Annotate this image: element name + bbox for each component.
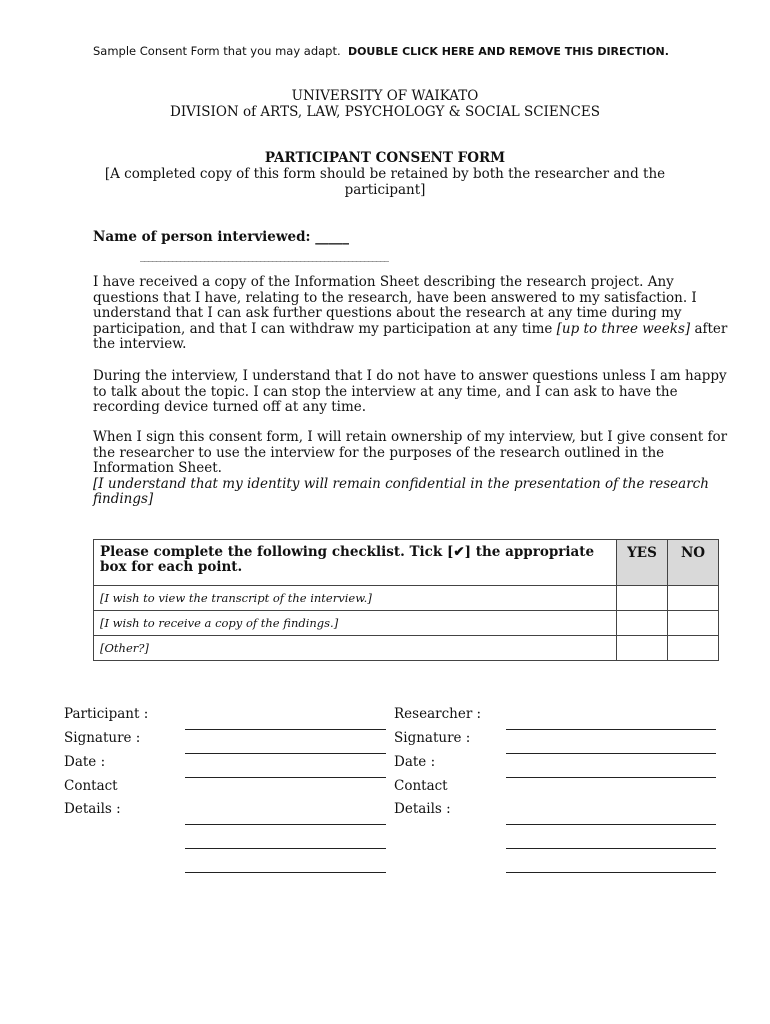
- participant-contact-line-2[interactable]: [185, 848, 386, 849]
- name-rule: ______________________________________________________________: [140, 251, 388, 262]
- researcher-contact-line-1[interactable]: [506, 824, 716, 825]
- p3-italic: [I understand that my identity will remain confidential in the presentation of the research findings]: [93, 475, 709, 508]
- checklist-heading: Please complete the following checklist. Tick [✔] the appropriate box for each point.: [94, 540, 617, 586]
- university-header: [0, 88, 770, 120]
- yes-checkbox-findings[interactable]: [617, 611, 668, 636]
- participant-contact-line-3[interactable]: [185, 872, 386, 873]
- no-checkbox-findings[interactable]: [668, 611, 719, 636]
- participant-label: Participant :: [64, 706, 149, 722]
- direction-bold: DOUBLE CLICK HERE AND REMOVE THIS DIRECTION.: [347, 45, 669, 58]
- division-name: DIVISION of ARTS, LAW, PSYCHOLOGY & SOCIAL SCIENCES: [170, 104, 600, 120]
- no-checkbox-transcript[interactable]: [668, 586, 719, 611]
- researcher-name-line[interactable]: [506, 729, 716, 730]
- form-note: [A completed copy of this form should be retained by both the researcher and the participant]: [104, 166, 666, 198]
- checklist-header-row: [94, 540, 719, 586]
- table-row: [94, 586, 719, 611]
- yes-header: YES: [617, 540, 668, 586]
- p1-end: after the interview.: [93, 320, 728, 353]
- p3-text: When I sign this consent form, I will retain ownership of my interview, but I give consent for the researcher to use the interview for the purposes of the research outlined in the Information Sheet.: [93, 429, 728, 477]
- checklist-item-transcript: [I wish to view the transcript of the interview.]: [94, 586, 617, 611]
- no-checkbox-other[interactable]: [668, 636, 719, 661]
- table-row: [94, 611, 719, 636]
- researcher-contact-line-2[interactable]: [506, 848, 716, 849]
- paragraph-interview: During the interview, I understand that I do not have to answer questions unless I am happy to talk about the topic. I can stop the interview at any time, and I can ask to have the recording device turned off at any time.: [93, 368, 727, 416]
- researcher-details-label: Details :: [394, 801, 451, 817]
- participant-date-label: Date :: [64, 754, 106, 770]
- paragraph-ownership: [93, 430, 733, 508]
- researcher-date-line[interactable]: [506, 777, 716, 778]
- paragraph-information-sheet: [93, 275, 733, 353]
- checklist-item-findings: [I wish to receive a copy of the findings.]: [94, 611, 617, 636]
- participant-details-label: Details :: [64, 801, 121, 817]
- researcher-label: Researcher :: [394, 706, 482, 722]
- participant-contact-label: Contact: [64, 778, 118, 794]
- p1-italic: [up to three weeks]: [556, 320, 691, 337]
- form-title: PARTICIPANT CONSENT FORM: [264, 150, 506, 166]
- table-row: [94, 636, 719, 661]
- participant-name-line[interactable]: [185, 729, 386, 730]
- checklist-table: [93, 539, 719, 661]
- yes-checkbox-transcript[interactable]: [617, 586, 668, 611]
- direction-normal: Sample Consent Form that you may adapt.: [93, 44, 341, 58]
- yes-checkbox-other[interactable]: [617, 636, 668, 661]
- researcher-signature-label: Signature :: [394, 730, 471, 746]
- participant-signature-label: Signature :: [64, 730, 141, 746]
- name-of-person-label: Name of person interviewed: _____: [93, 229, 349, 245]
- no-header: NO: [668, 540, 719, 586]
- participant-date-line[interactable]: [185, 777, 386, 778]
- participant-contact-line-1[interactable]: [185, 824, 386, 825]
- researcher-contact-label: Contact: [394, 778, 448, 794]
- researcher-signature-line[interactable]: [506, 753, 716, 754]
- university-name: UNIVERSITY OF WAIKATO: [291, 88, 479, 104]
- participant-signature-line[interactable]: [185, 753, 386, 754]
- checklist-item-other: [Other?]: [94, 636, 617, 661]
- direction-note[interactable]: [93, 44, 669, 58]
- researcher-date-label: Date :: [394, 754, 436, 770]
- researcher-contact-line-3[interactable]: [506, 872, 716, 873]
- p1-text: I have received a copy of the Information Sheet describing the research project. Any questions that I have, relating to the research, have been answered to my satisfaction. I understand that I can ask further questions about the research at any time during my participation, and that I can withdraw my participation at any time: [93, 274, 697, 337]
